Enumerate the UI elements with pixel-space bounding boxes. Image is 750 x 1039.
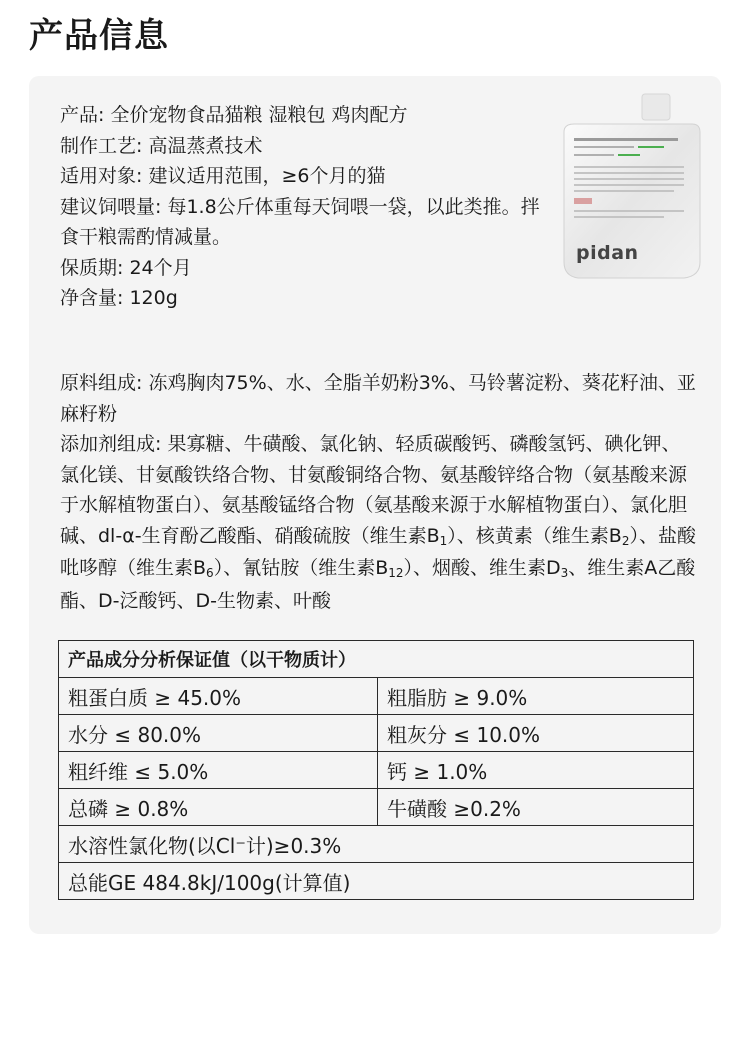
analysis-title: 产品成分分析保证值（以干物质计） xyxy=(59,641,694,678)
table-row xyxy=(59,789,694,826)
table-cell: 粗纤维 ≤ 5.0% xyxy=(59,752,378,789)
table-cell: 粗脂肪 ≥ 9.0% xyxy=(378,678,694,715)
table-cell: 粗蛋白质 ≥ 45.0% xyxy=(59,678,378,715)
table-cell-full: 水溶性氯化物(以Cl⁻计)≥0.3% xyxy=(59,826,694,863)
table-cell: 钙 ≥ 1.0% xyxy=(378,752,694,789)
info-target: 适用对象: 建议适用范围，≥6个月的猫 xyxy=(60,165,386,187)
page-title: 产品信息 xyxy=(29,16,169,56)
info-shelf-life: 保质期: 24个月 xyxy=(60,256,192,279)
analysis-table xyxy=(58,640,694,900)
table-row xyxy=(59,678,694,715)
product-info-card xyxy=(29,76,721,934)
info-net-weight: 净含量: 120g xyxy=(60,287,178,309)
product-info-list xyxy=(60,100,540,314)
product-pouch-image xyxy=(560,92,702,282)
analysis-header-row xyxy=(59,641,694,678)
info-feeding: 建议饲喂量: 每1.8公斤体重每天饲喂一袋，以此类推。拌食干粮需酌情减量。 xyxy=(60,195,540,248)
info-product: 产品: 全价宠物食品猫粮 湿粮包 鸡肉配方 xyxy=(60,104,408,126)
table-cell: 牛磺酸 ≥0.2% xyxy=(378,789,694,826)
pouch-brand-logo: pidan xyxy=(576,242,639,264)
table-cell: 水分 ≤ 80.0% xyxy=(59,715,378,752)
table-cell: 粗灰分 ≤ 10.0% xyxy=(378,715,694,752)
table-row xyxy=(59,826,694,863)
raw-materials: 原料组成: 冻鸡胸肉75%、水、全脂羊奶粉3%、马铃薯淀粉、葵花籽油、亚麻籽粉 xyxy=(60,372,696,425)
ingredients-section xyxy=(60,368,696,616)
additives: 添加剂组成: 果寡糖、牛磺酸、氯化钠、轻质碳酸钙、磷酸氢钙、碘化钾、氯化镁、甘氨酸铁络合物、甘氨酸铜络合物、氨基酸锌络合物（氨基酸来源于水解植物蛋白）、氨基酸锰络合物（氨基酸来源于水解植物蛋白）、氯化胆碱、dl-α-生育酚乙酸酯、硝酸硫胺（维生素$B_1$）、核黄素（维生素$B_2$）、盐酸吡哆醇（维生素$B_6$）、氰钴胺（维生素$B_{12}$）、烟酸、维生素$D_3$、维生素A乙酸酯、D-泛酸钙、D-生物素、叶酸 xyxy=(60,433,696,612)
table-row xyxy=(59,863,694,900)
info-process: 制作工艺: 高温蒸煮技术 xyxy=(60,134,263,157)
table-row xyxy=(59,752,694,789)
table-cell-full: 总能GE 484.8kJ/100g(计算值) xyxy=(59,863,694,900)
table-row xyxy=(59,715,694,752)
table-cell: 总磷 ≥ 0.8% xyxy=(59,789,378,826)
